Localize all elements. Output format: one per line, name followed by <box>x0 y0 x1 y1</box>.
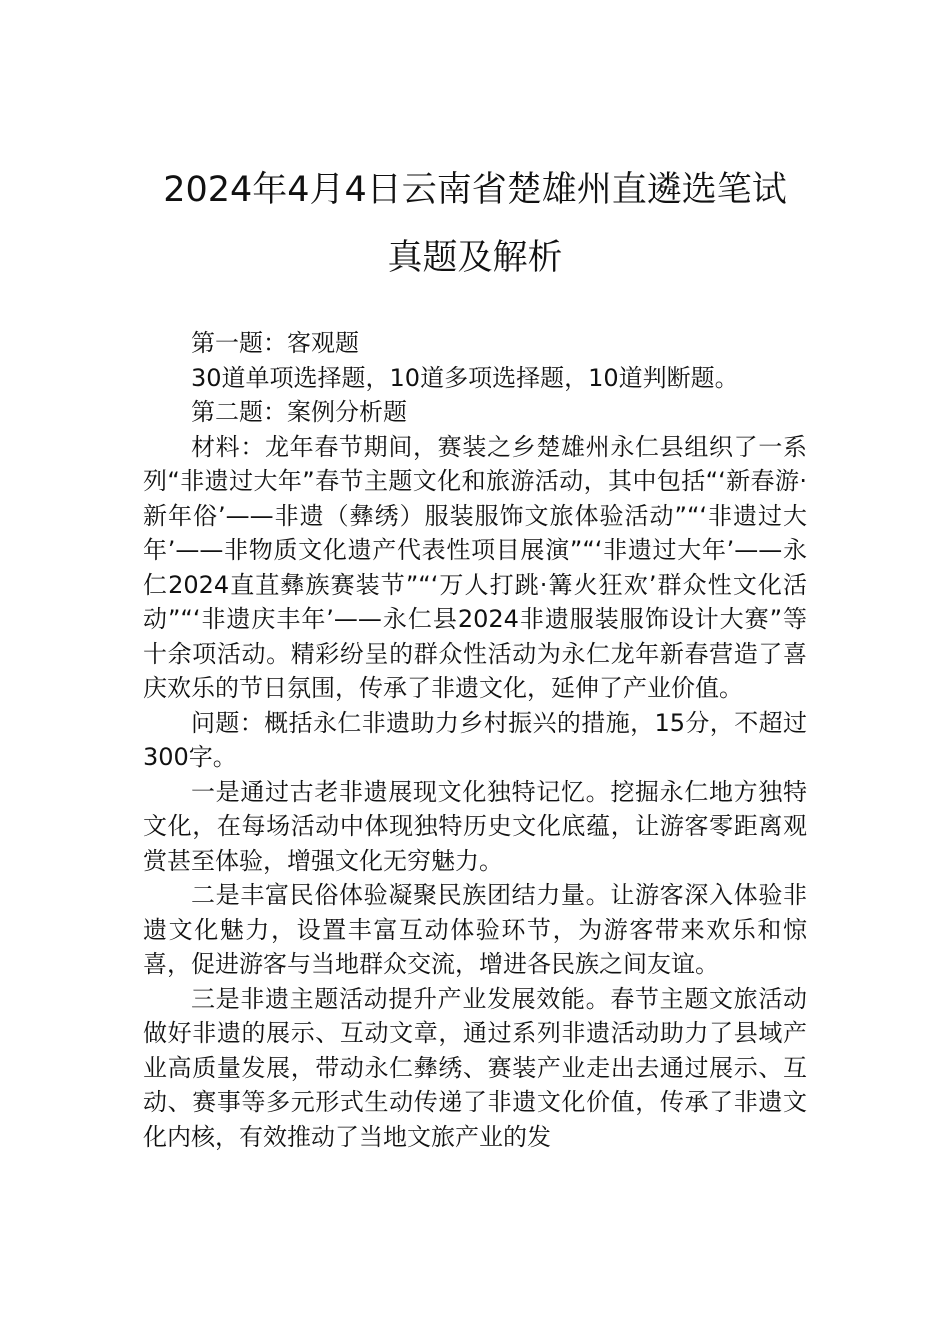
answer-point-3: 三是非遗主题活动提升产业发展效能。春节主题文旅活动做好非遗的展示、互动文章，通过系列非遗活动助力了县域产业高质量发展，带动永仁彝绣、赛装产业走出去通过展示、互动、赛事等多元形式生动传递了非遗文化价值，传承了非遗文化内核，有效推动了当地文旅产业的发 <box>143 984 807 1151</box>
answer-point-2: 二是丰富民俗体验凝聚民族团结力量。让游客深入体验非遗文化魅力，设置丰富互动体验环节，为游客带来欢乐和惊喜，促进游客与当地群众交流，增进各民族之间友谊。 <box>143 881 807 978</box>
answer-point-1: 一是通过古老非遗展现文化独特记忆。挖掘永仁地方独特文化，在每场活动中体现独特历史文化底蕴，让游客零距离观赏甚至体验，增强文化无穷魅力。 <box>143 777 807 875</box>
document-body <box>143 326 807 1154</box>
section-heading-objective: 第一题：客观题 <box>191 329 359 357</box>
section-heading-case-analysis: 第二题：案例分析题 <box>191 398 407 426</box>
material-paragraph: 材料：龙年春节期间，赛装之乡楚雄州永仁县组织了一系列“非遗过大年”春节主题文化和旅游活动，其中包括“‘新春游·新年俗’——非遗（彝绣）服装服饰文旅体验活动”“‘非遗过大年’——非物质文化遗产代表性项目展演”“‘非遗过大年’——永仁2024直苴彝族赛装节”“‘万人打跳·篝火狂欢’群众性文化活动”“‘非遗庆丰年’——永仁县2024非遗服装服饰设计大赛”等十余项活动。精彩纷呈的群众性活动为永仁龙年新春营造了喜庆欢乐的节日氛围，传承了非遗文化，延伸了产业价值。 <box>143 432 807 702</box>
document-title-line-1: 2024年4月4日云南省楚雄州直遴选笔试 <box>163 170 787 210</box>
document-title-line-2: 真题及解析 <box>387 238 563 278</box>
objective-description: 30道单项选择题，10道多项选择题，10道判断题。 <box>191 363 739 392</box>
question-paragraph: 问题：概括永仁非遗助力乡村振兴的措施，15分，不超过300字。 <box>143 708 807 771</box>
